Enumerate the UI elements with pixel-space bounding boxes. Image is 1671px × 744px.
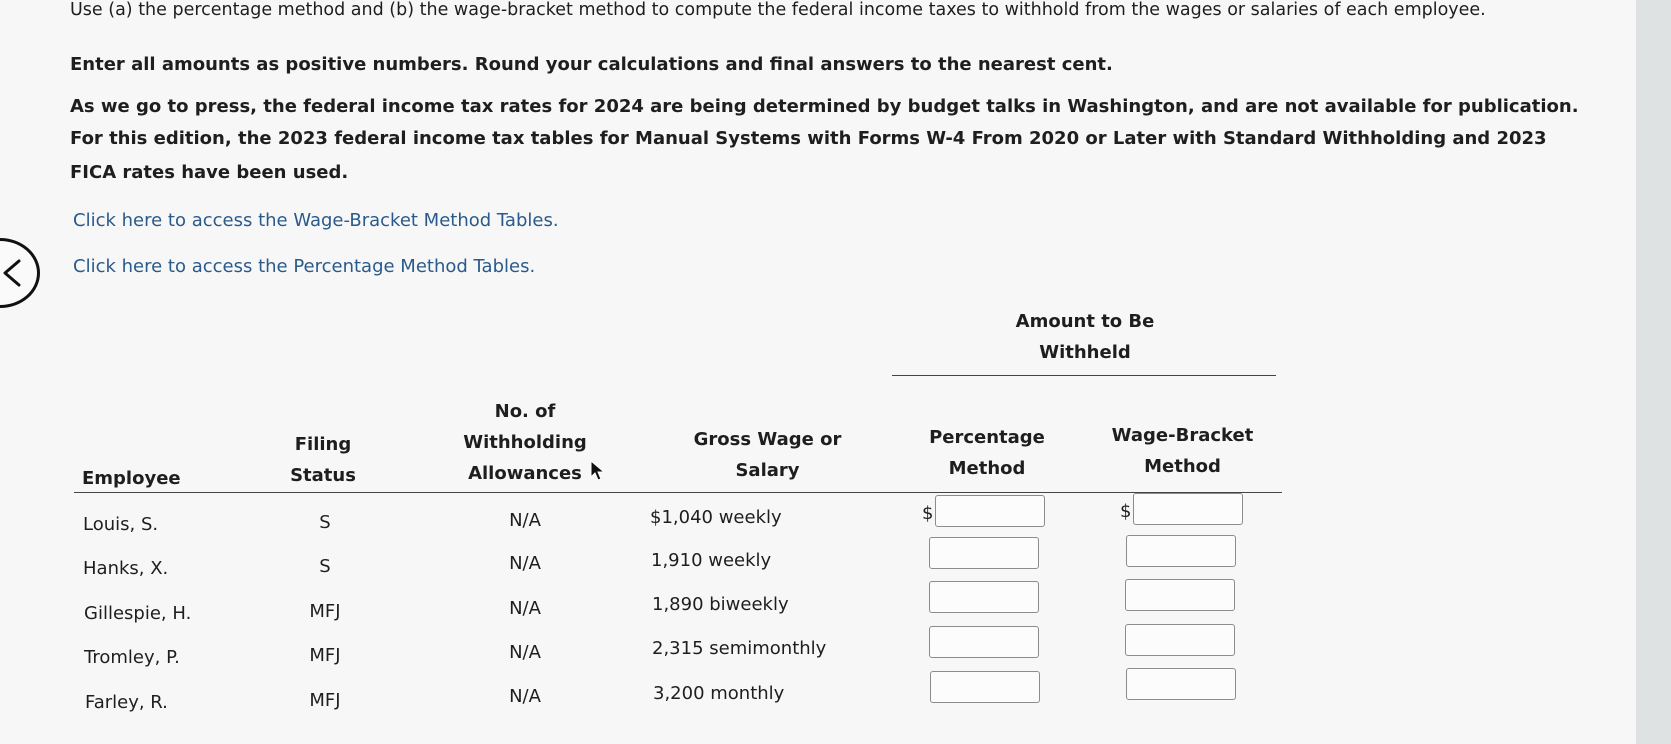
page-edge — [1636, 0, 1671, 744]
withholding-allowances: N/A — [509, 553, 541, 574]
tax-rate-note-line-2: For this edition, the 2023 federal income tax tables for Manual Systems with Forms W-4 From 2020 or Later with Standard Withholding and 2023 — [70, 128, 1547, 149]
header-allowances-line-1: No. of — [494, 401, 556, 422]
header-gross-line-2: Salary — [735, 460, 800, 481]
gross-wage: 2,315 semimonthly — [652, 638, 827, 659]
employee-name: Farley, R. — [85, 692, 168, 713]
chevron-left-icon — [1, 258, 23, 288]
employee-name: Gillespie, H. — [84, 603, 192, 624]
wage-bracket-method-input[interactable] — [1125, 624, 1235, 656]
filing-status: S — [319, 556, 331, 577]
previous-button[interactable] — [0, 238, 40, 308]
wage-bracket-method-input[interactable] — [1126, 535, 1236, 567]
withholding-allowances: N/A — [509, 686, 541, 707]
filing-status: MFJ — [309, 601, 341, 622]
header-filing-line-2: Status — [290, 465, 356, 486]
currency-symbol: $ — [1120, 501, 1132, 522]
withholding-allowances: N/A — [509, 598, 541, 619]
header-wage-bracket-line-1: Wage-Bracket — [1111, 425, 1254, 446]
gross-wage: 1,910 weekly — [651, 550, 772, 571]
wage-bracket-method-input[interactable] — [1126, 668, 1236, 700]
employee-name: Hanks, X. — [83, 558, 169, 579]
gross-wage: $1,040 weekly — [650, 507, 782, 528]
header-gross-line-1: Gross Wage or — [693, 429, 842, 450]
header-allowances-line-3: Allowances — [468, 463, 582, 484]
gross-wage: 1,890 biweekly — [652, 594, 789, 615]
gross-wage: 3,200 monthly — [653, 683, 785, 704]
header-employee: Employee — [82, 468, 181, 489]
percentage-method-input[interactable] — [929, 581, 1039, 613]
header-filing-line-1: Filing — [294, 434, 352, 455]
employee-name: Louis, S. — [83, 514, 159, 535]
header-allowances-line-2: Withholding — [463, 432, 587, 453]
filing-status: MFJ — [309, 645, 341, 666]
withholding-allowances: N/A — [509, 510, 541, 531]
tax-rate-note-line-1: As we go to press, the federal income tax rates for 2024 are being determined by budget talks in Washington, and are not available for publication. — [70, 96, 1579, 117]
percentage-method-input[interactable] — [935, 495, 1045, 527]
percentage-method-input[interactable] — [929, 537, 1039, 569]
header-wage-bracket-line-2: Method — [1144, 456, 1221, 477]
header-percentage-line-2: Method — [948, 458, 1026, 479]
filing-status: S — [319, 512, 331, 533]
wage-bracket-tables-link[interactable]: Click here to access the Wage-Bracket Method Tables. — [73, 210, 559, 231]
currency-symbol: $ — [922, 503, 934, 524]
amount-withheld-header-line-2: Withheld — [1039, 342, 1131, 363]
instruction-text: Use (a) the percentage method and (b) the wage-bracket method to compute the federal income taxes to withhold from the wages or salaries of each employee. — [70, 0, 1486, 20]
filing-status: MFJ — [309, 690, 341, 711]
amount-withheld-header-line-1: Amount to Be — [1015, 311, 1155, 332]
group-header-rule — [892, 375, 1276, 376]
rounding-instruction: Enter all amounts as positive numbers. Round your calculations and final answers to the nearest cent. — [70, 54, 1113, 75]
wage-bracket-method-input[interactable] — [1133, 493, 1243, 525]
header-rule — [74, 492, 1282, 493]
tax-rate-note-line-3: FICA rates have been used. — [70, 162, 349, 183]
percentage-method-input[interactable] — [929, 626, 1039, 658]
withholding-allowances: N/A — [509, 642, 541, 663]
percentage-method-input[interactable] — [930, 671, 1040, 703]
mouse-pointer-icon — [590, 460, 606, 482]
percentage-method-tables-link[interactable]: Click here to access the Percentage Method Tables. — [73, 256, 536, 277]
header-percentage-line-1: Percentage — [929, 427, 1045, 448]
employee-name: Tromley, P. — [84, 647, 180, 668]
wage-bracket-method-input[interactable] — [1125, 579, 1235, 611]
